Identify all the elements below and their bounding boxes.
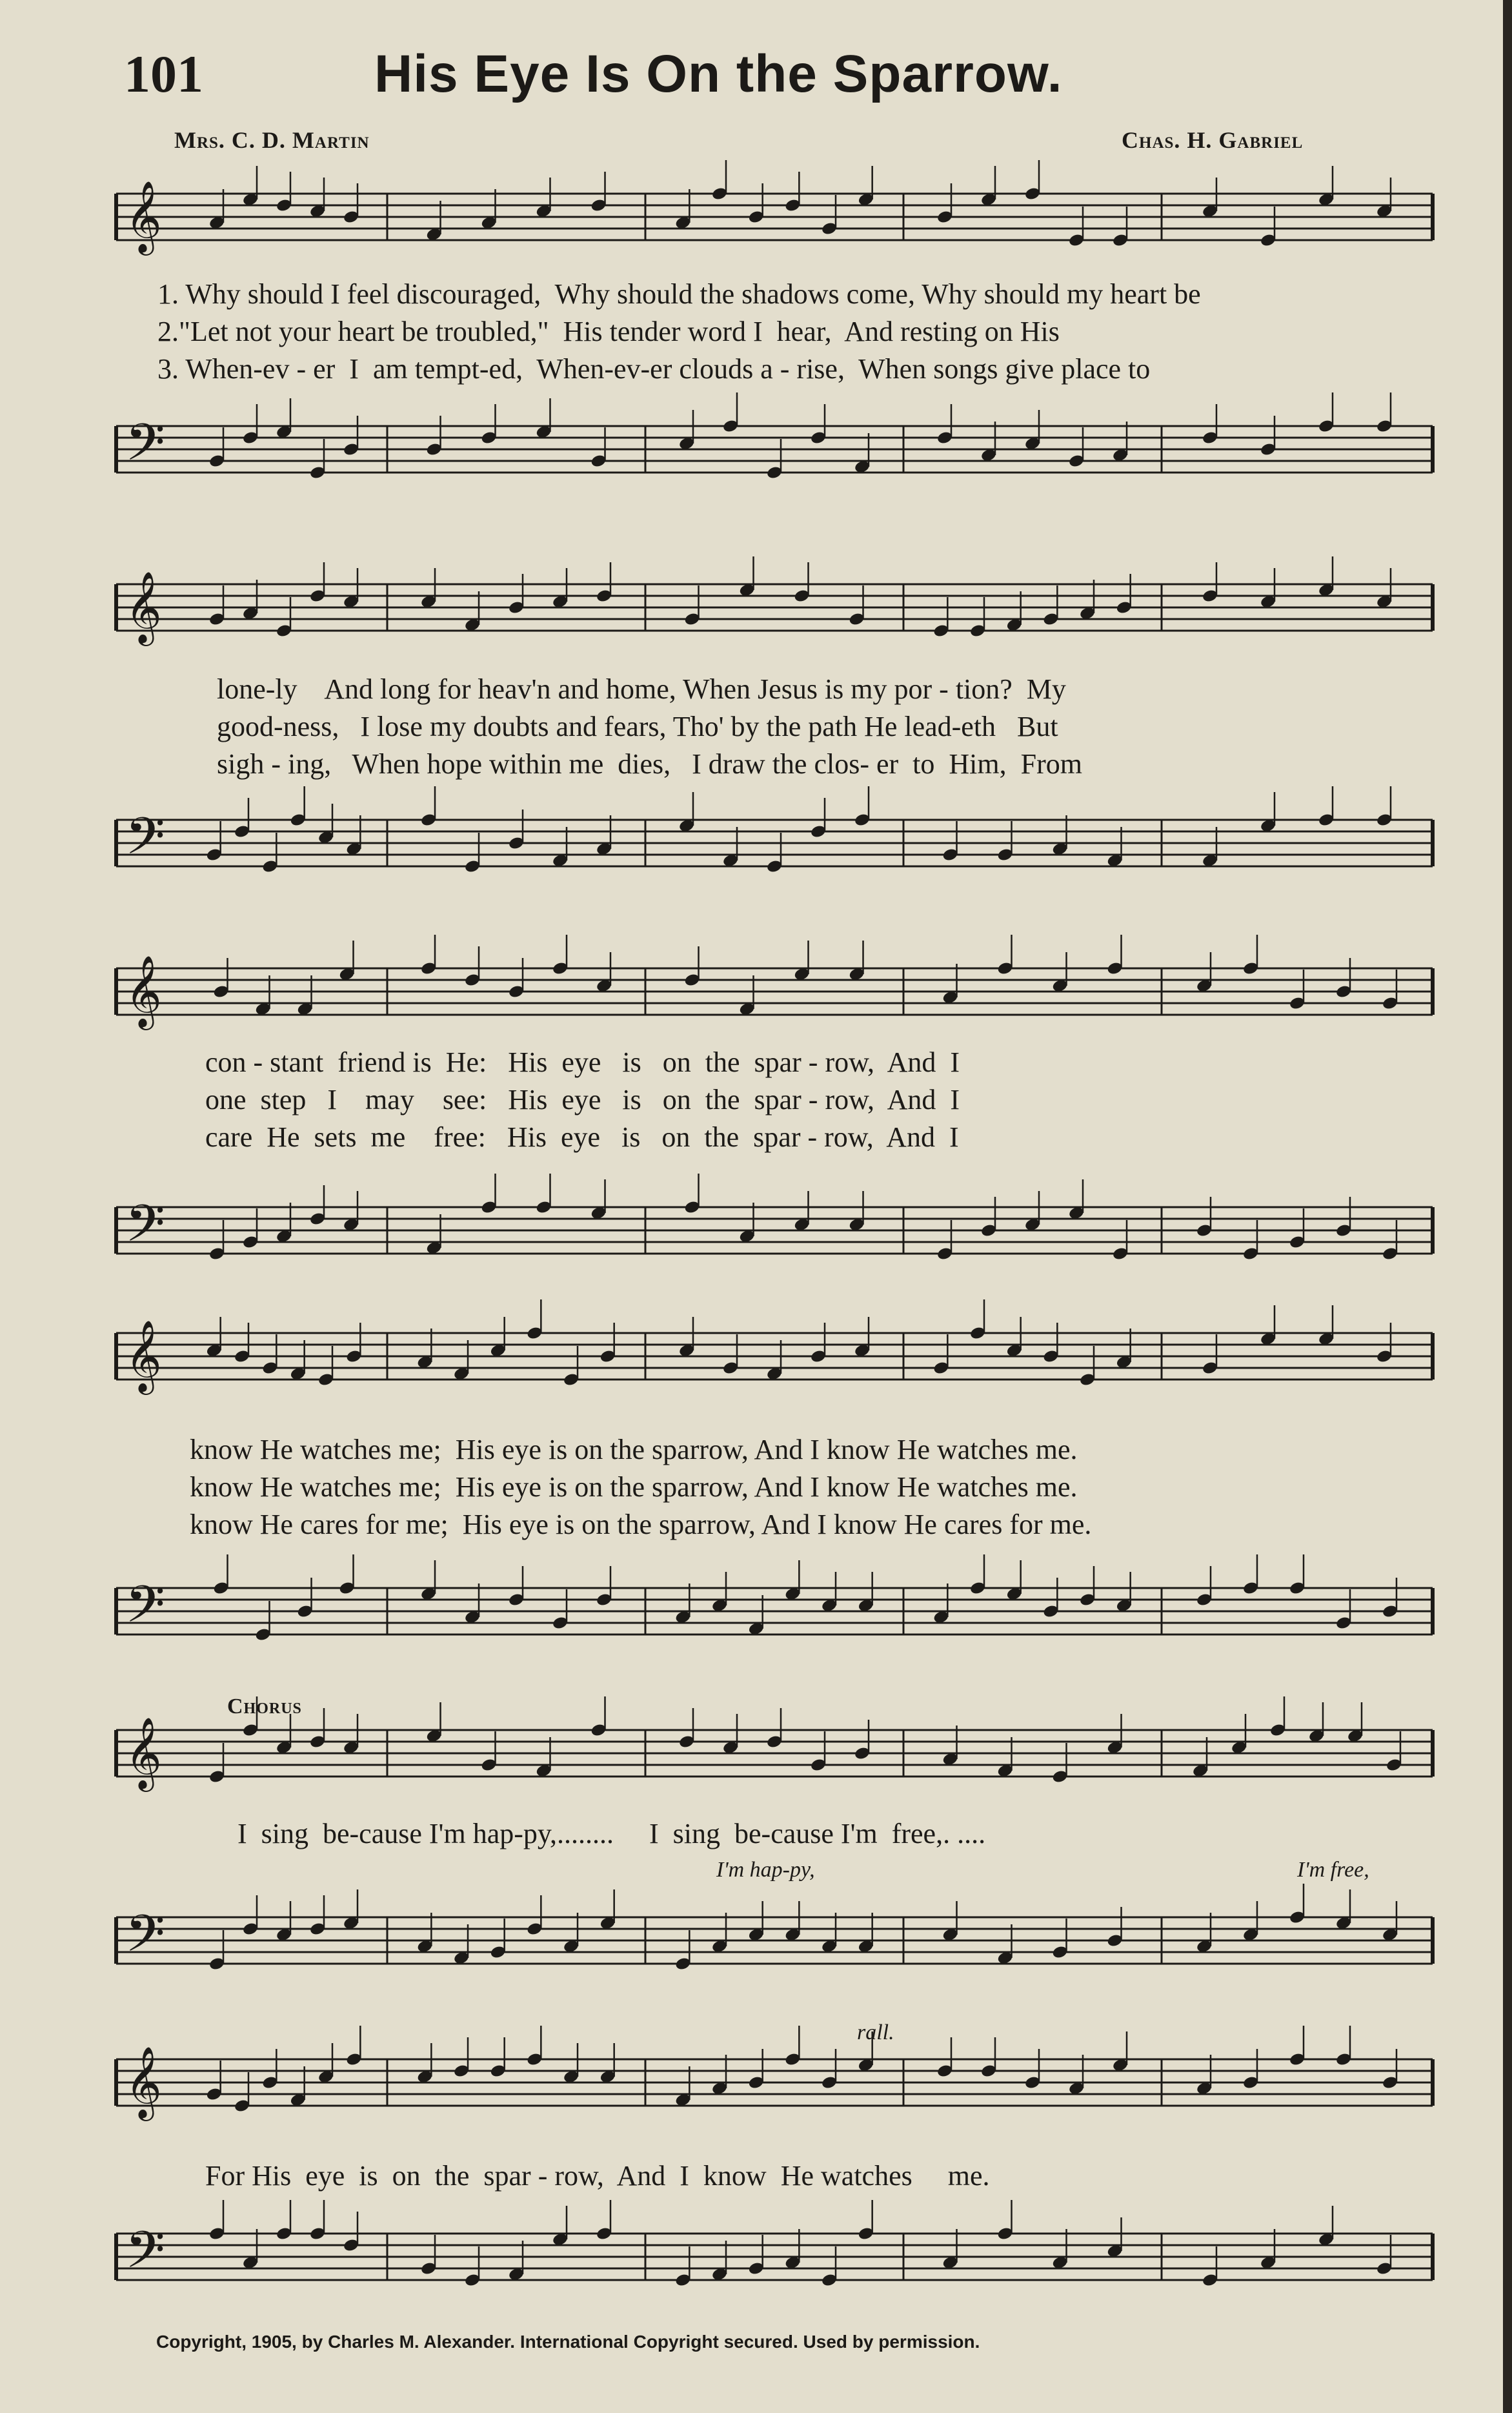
staff-bass-system-4 (116, 1575, 1433, 1646)
clef-icon: 𝄞 (125, 1319, 162, 1392)
verse-3-line-1 (157, 352, 1150, 385)
staff-treble-chorus-2 (116, 2046, 1433, 2117)
staff-treble-chorus-1 (116, 1717, 1433, 1788)
lyricist-credit: Mrs. C. D. Martin (174, 127, 370, 153)
clef-icon: 𝄞 (125, 2046, 162, 2118)
chorus-cue-free: I'm free, (1297, 1858, 1369, 1882)
tempo-marking: rall. (857, 2021, 894, 2044)
verse-3-line-3: care He sets me free: His eye is on the spar - row, And I (205, 1121, 959, 1153)
verse-2-line-1 (157, 315, 1060, 348)
clef-icon: 𝄢 (125, 2220, 165, 2292)
composer-credit: Chas. H. Gabriel (1122, 127, 1304, 153)
chorus-cue-happy: I'm hap-py, (716, 1858, 815, 1882)
verse-3-line-4: know He cares for me; His eye is on the sparrow, And I know He cares for me. (190, 1509, 1092, 1540)
verse-text: Why should I feel discouraged, Why should the shadows come, Why should my heart be (185, 278, 1201, 310)
verse-3-line-2: sigh - ing, When hope within me dies, I draw the clos- er to Him, From (217, 748, 1082, 780)
verse-number: 1. (157, 278, 179, 310)
clef-icon: 𝄢 (125, 412, 165, 485)
verse-2-line-2: good-ness, I lose my doubts and fears, Tho' by the path He lead-eth But (217, 711, 1058, 742)
verse-1-line-1 (157, 278, 1201, 311)
clef-icon: 𝄞 (125, 1716, 162, 1789)
page-edge (1503, 0, 1512, 2413)
chorus-label: Chorus (227, 1695, 302, 1718)
chorus-line-2: For His eye is on the spar - row, And I know He watches me. (205, 2160, 990, 2192)
verse-number: 2. (157, 316, 179, 347)
clef-icon: 𝄢 (125, 806, 165, 879)
staff-treble-system-4 (116, 1320, 1433, 1391)
hymn-title: His Eye Is On the Sparrow. (374, 45, 1063, 103)
clef-icon: 𝄞 (125, 571, 162, 643)
verse-1-line-3: con - stant friend is He: His eye is on the spar - row, And I (205, 1046, 960, 1078)
clef-icon: 𝄞 (125, 955, 162, 1027)
staff-bass-system-3 (116, 1194, 1433, 1265)
verse-1-line-4: know He watches me; His eye is on the sparrow, And I know He watches me. (190, 1434, 1078, 1465)
staff-treble-system-2 (116, 571, 1433, 642)
clef-icon: 𝄢 (125, 1904, 165, 1976)
clef-icon: 𝄢 (125, 1194, 165, 1266)
verse-text: When-ev - er I am tempt-ed, When-ev-er clouds a - rise, When songs give place to (185, 353, 1151, 385)
staff-bass-chorus-2 (116, 2221, 1433, 2292)
staff-treble-system-1 (116, 181, 1433, 252)
verse-number: 3. (157, 353, 179, 385)
staff-bass-chorus-1 (116, 1904, 1433, 1975)
verse-1-line-2: lone-ly And long for heav'n and home, When Jesus is my por - tion? My (217, 673, 1066, 705)
verse-text: "Let not your heart be troubled," His tender word I hear, And resting on His (179, 316, 1060, 347)
staff-bass-system-2 (116, 807, 1433, 878)
clef-icon: 𝄞 (125, 180, 162, 252)
verse-2-line-4: know He watches me; His eye is on the sparrow, And I know He watches me. (190, 1471, 1078, 1503)
staff-treble-system-3 (116, 955, 1433, 1026)
verse-2-line-3: one step I may see: His eye is on the spar - row, And I (205, 1084, 960, 1115)
clef-icon: 𝄢 (125, 1574, 165, 1647)
chorus-line-1: I sing be-cause I'm hap-py,........ I sing be-cause I'm free,. .... (237, 1818, 986, 1849)
copyright-footer: Copyright, 1905, by Charles M. Alexander. International Copyright secured. Used by permission. (156, 2332, 980, 2352)
staff-bass-system-1 (116, 413, 1433, 484)
hymn-number: 101 (124, 45, 203, 103)
